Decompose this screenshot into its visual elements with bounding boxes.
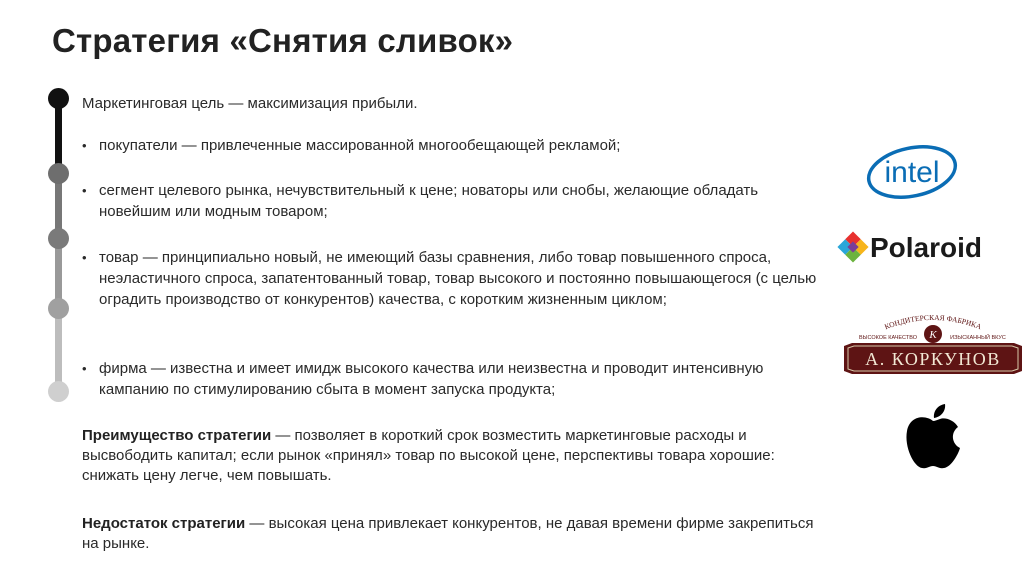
bullet-text: сегмент целевого рынка, нечувствительный к цене; новаторы или снобы, желающие обладать новейшим или модным товаром; — [99, 182, 759, 220]
page-title: Стратегия «Снятия сливок» — [52, 22, 514, 59]
polaroid-diamond-icon — [837, 231, 868, 262]
korkunov-logo — [842, 313, 1024, 377]
timeline-dot-5 — [48, 381, 69, 402]
bullet-marker: • — [82, 183, 87, 198]
korkunov-right-text: ИЗЫСКАННЫЙ ВКУС — [950, 335, 1006, 341]
intel-logo-icon — [864, 140, 960, 204]
bullet-item — [82, 180, 817, 222]
timeline-segment-4 — [55, 308, 62, 390]
bullet-text: покупатели — привлеченные массированной многообещающей рекламой; — [99, 137, 621, 154]
disadvantage-label: Недостаток стратегии — [82, 515, 246, 532]
disadvantage-text: — высокая цена привлекает конкурентов, не давая времени фирме закрепиться на рынке. — [82, 515, 814, 552]
goal-text: Маркетинговая цель — максимизация прибыли. — [82, 95, 418, 112]
disadvantage-paragraph — [82, 514, 827, 554]
polaroid-wordmark: Polaroid — [870, 232, 983, 263]
timeline-dot-2 — [48, 163, 69, 184]
bullet-text: фирма — известна и имеет имидж высокого качества или неизвестна и проводит интенсивную кампанию по стимулированию сбыта в момент запуска продукта; — [99, 360, 764, 398]
bullet-item — [82, 135, 817, 156]
apple-icon — [900, 403, 966, 471]
bullet-marker: • — [82, 250, 87, 265]
korkunov-wordmark: А. КОРКУНОВ — [865, 349, 1001, 369]
timeline-dot-3 — [48, 228, 69, 249]
timeline-dot-1 — [48, 88, 69, 109]
intel-wordmark: intel — [884, 156, 940, 189]
korkunov-top-text: КОНДИТЕРСКАЯ ФАБРИКА — [883, 313, 983, 332]
korkunov-left-text: ВЫСОКОЕ КАЧЕСТВО — [859, 335, 917, 341]
korkunov-logo-svg — [842, 313, 1024, 377]
advantage-text: — позволяет в короткий срок возместить маркетинговые расходы и высвободить капитал; если рынок «принял» товар по высокой цене, перспективы товара хорошие: снижать цену легче, чем повышать. — [82, 427, 775, 484]
korkunov-crest-letter: К — [929, 329, 937, 341]
polaroid-logo — [836, 229, 1006, 265]
advantage-paragraph — [82, 426, 827, 486]
bullet-marker: • — [82, 138, 87, 153]
timeline-dot-4 — [48, 298, 69, 319]
bullet-marker: • — [82, 361, 87, 376]
bullet-item — [82, 358, 817, 400]
bullet-item — [82, 247, 817, 310]
timeline-segment-1 — [55, 100, 62, 172]
advantage-label: Преимущество стратегии — [82, 427, 272, 444]
intel-logo — [864, 140, 960, 204]
bullet-text: товар — принципиально новый, не имеющий базы сравнения, либо товар повышенного спроса, неэластичного спроса, запатентованный товар, товар высокого и постоянно повышающегося (с целью оградить производство от конкурентов) качества, с коротким жизненным циклом; — [99, 249, 817, 308]
polaroid-logo-svg — [836, 229, 1006, 265]
apple-logo — [900, 403, 966, 471]
